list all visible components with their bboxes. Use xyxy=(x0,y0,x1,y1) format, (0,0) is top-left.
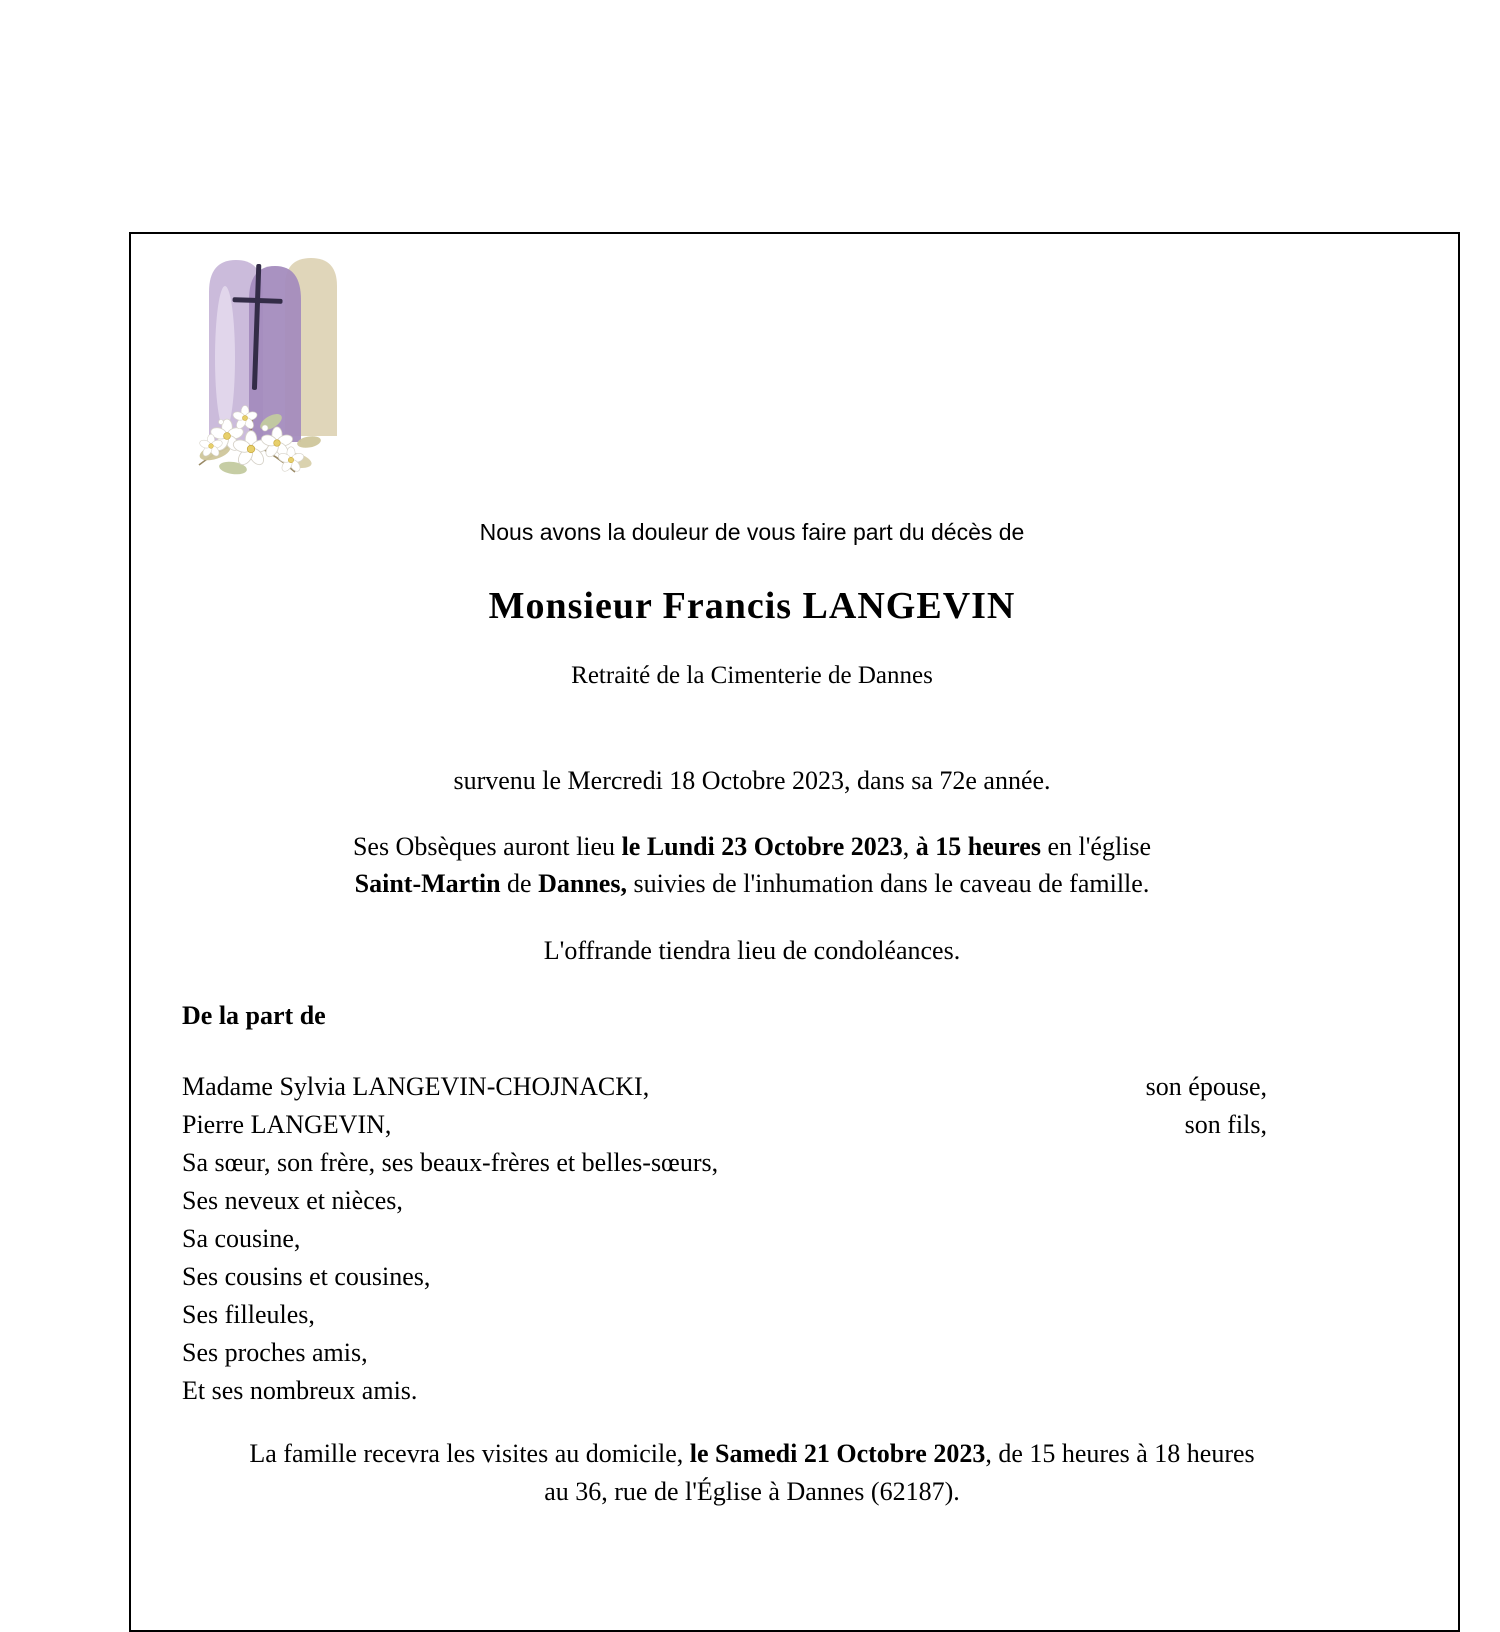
family-list xyxy=(182,1068,1267,1410)
list-item xyxy=(182,1106,1267,1144)
list-item xyxy=(182,1372,1267,1410)
church-name: Saint-Martin xyxy=(354,869,501,898)
family-member-name: Pierre LANGEVIN, xyxy=(182,1110,392,1139)
funeral-text: de xyxy=(500,869,539,898)
family-member-relation: son épouse, xyxy=(1145,1072,1267,1101)
visits-text: , de 15 heures à 18 heures xyxy=(985,1439,1255,1468)
announcement-sheet xyxy=(129,232,1460,1632)
list-item xyxy=(182,1258,1267,1296)
deceased-name: Monsieur Francis LANGEVIN xyxy=(488,585,1016,627)
family-member-name: Sa cousine, xyxy=(182,1224,301,1253)
deceased-occupation: Retraité de la Cimenterie de Dannes xyxy=(571,662,933,689)
visits-text: La famille recevra les visites au domicile, xyxy=(249,1439,690,1468)
family-member-name: Et ses nombreux amis. xyxy=(182,1376,418,1405)
intro-line: Nous avons la douleur de vous faire part du décès de xyxy=(479,519,1025,545)
funeral-text: Ses Obsèques auront lieu xyxy=(352,832,622,861)
family-member-name: Ses cousins et cousines, xyxy=(182,1262,431,1291)
announcement-content xyxy=(131,516,1373,1511)
list-item xyxy=(182,1220,1267,1258)
cross-and-flowers-image xyxy=(187,246,359,484)
funeral-time: à 15 heures xyxy=(915,832,1041,861)
list-item xyxy=(182,1334,1267,1372)
funeral-date: le Lundi 23 Octobre 2023 xyxy=(621,832,903,861)
family-member-name: Madame Sylvia LANGEVIN-CHOJNACKI, xyxy=(182,1072,650,1101)
funeral-details xyxy=(131,828,1373,902)
list-item xyxy=(182,1144,1267,1182)
death-date-line: survenu le Mercredi 18 Octobre 2023, dans sa 72e année. xyxy=(453,766,1051,795)
list-item xyxy=(182,1296,1267,1334)
visits-address: au 36, rue de l'Église à Dannes (62187). xyxy=(544,1477,960,1506)
funeral-text: suivies de l'inhumation dans le caveau de famille. xyxy=(626,869,1150,898)
list-item xyxy=(182,1182,1267,1220)
family-member-relation: son fils, xyxy=(1184,1110,1267,1139)
funeral-text: , xyxy=(902,832,916,861)
family-member-name: Ses neveux et nièces, xyxy=(182,1186,403,1215)
cross-and-flowers-icon xyxy=(187,246,359,484)
from-label: De la part de xyxy=(182,1001,326,1030)
family-member-name: Sa sœur, son frère, ses beaux-frères et belles-sœurs, xyxy=(182,1148,719,1177)
visits-date: le Samedi 21 Octobre 2023 xyxy=(689,1439,986,1468)
family-member-name: Ses filleules, xyxy=(182,1300,315,1329)
list-item xyxy=(182,1068,1267,1106)
town-name: Dannes, xyxy=(538,869,627,898)
family-member-name: Ses proches amis, xyxy=(182,1338,368,1367)
funeral-text: en l'église xyxy=(1040,832,1152,861)
offering-line: L'offrande tiendra lieu de condoléances. xyxy=(543,936,961,965)
